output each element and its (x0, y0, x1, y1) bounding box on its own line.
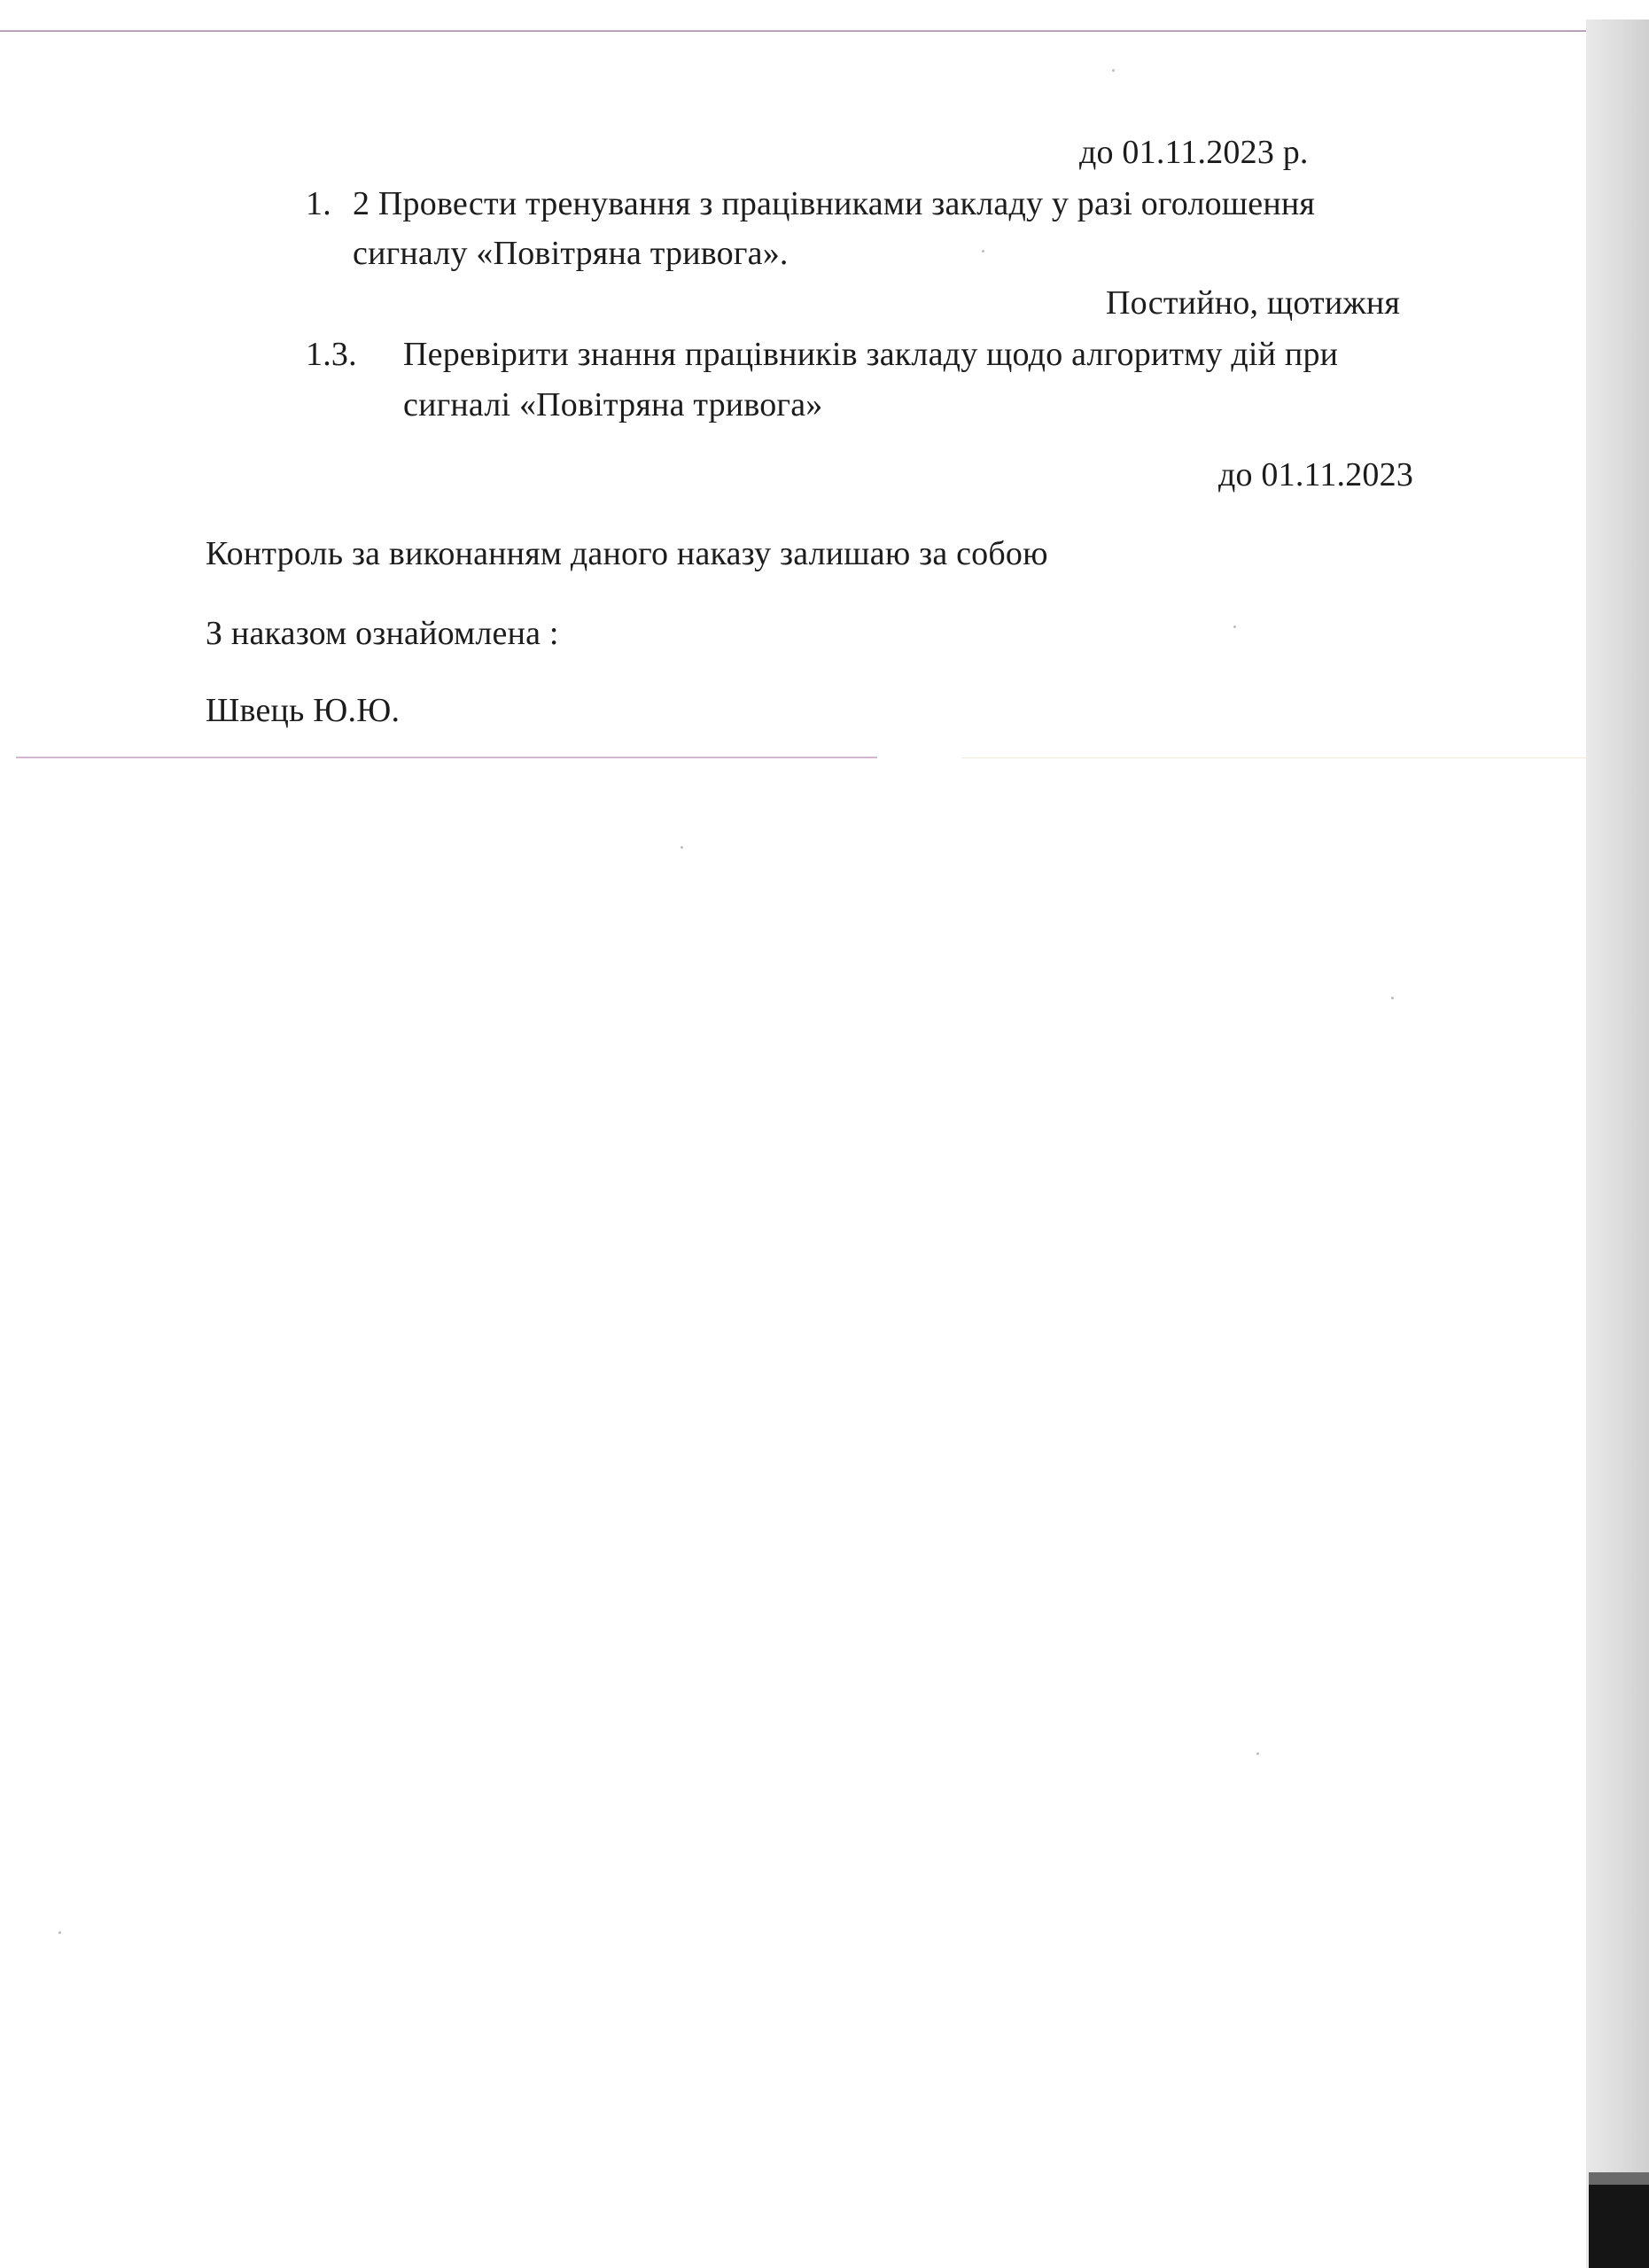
scan-edge-shadow (1586, 19, 1649, 2268)
scan-edge-corner (1589, 2185, 1649, 2268)
item-1-2-number: 1. (306, 185, 331, 222)
scan-speck (58, 1931, 61, 1934)
top-border-line (0, 30, 1586, 32)
item-1-1-deadline: до 01.11.2023 р. (1079, 134, 1309, 171)
item-1-3-text-line1: Перевірити знання працівників закладу щодо алгоритму дій при (403, 336, 1339, 373)
scan-speck (681, 846, 683, 849)
item-1-2-deadline: Постийно, щотижня (1106, 284, 1401, 322)
control-statement: Контроль за виконанням даного наказу залишаю за собою (206, 535, 1048, 572)
scan-speck (1233, 625, 1236, 628)
item-1-2-text-line1: 2 Провести тренування з працівниками закладу у разі оголошення (353, 185, 1316, 222)
scan-speck (1112, 69, 1115, 72)
scan-speck (1256, 1752, 1259, 1755)
scan-speck (982, 250, 984, 252)
acquainted-label: З наказом ознайомлена : (206, 615, 559, 652)
scan-speck (1391, 997, 1394, 999)
item-1-3-number: 1.3. (306, 336, 357, 373)
page-end-line-faint (961, 757, 1586, 758)
page-end-line (16, 757, 877, 758)
item-1-2-text-line2: сигналу «Повітряна тривога». (353, 235, 789, 272)
item-1-3-text-line2: сигналі «Повітряна тривога» (403, 386, 823, 423)
item-1-3-deadline: до 01.11.2023 (1218, 456, 1414, 493)
signatory-name: Швець Ю.Ю. (206, 692, 401, 729)
scan-edge-corner-cap (1589, 2172, 1649, 2185)
